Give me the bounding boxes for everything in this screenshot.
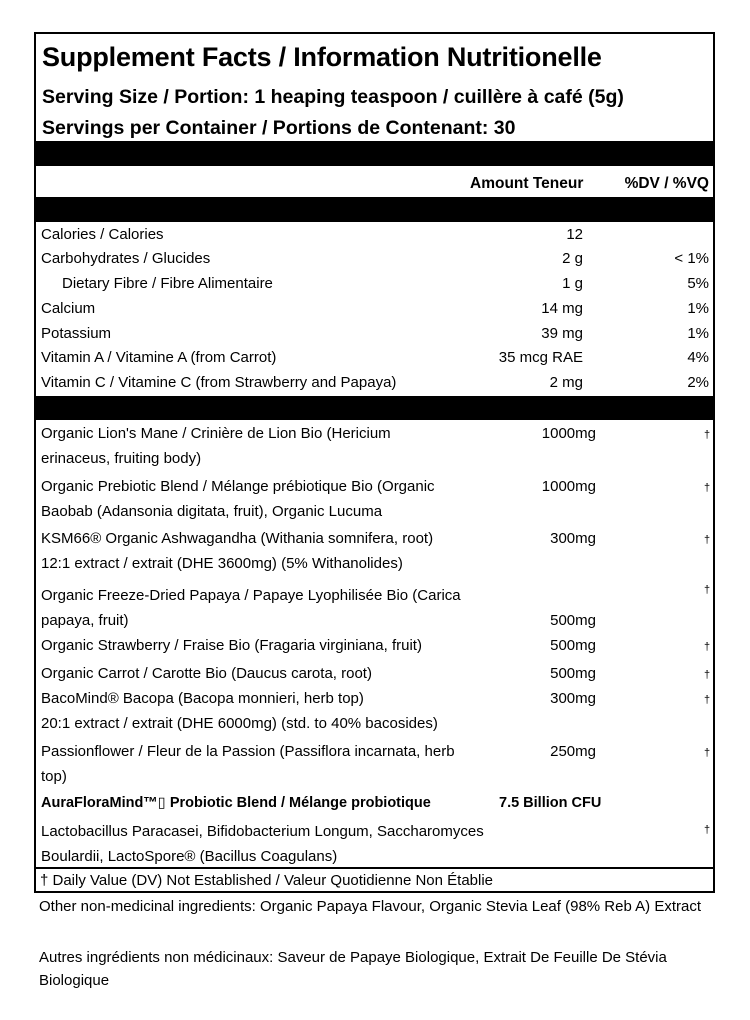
nutrient-dv: 2% (687, 374, 709, 391)
nutrient-dv: 4% (687, 349, 709, 366)
ingredient-amount: 500mg (550, 665, 596, 682)
ingredient-amount: 500mg (550, 612, 596, 629)
dagger-mark: † (704, 824, 711, 836)
ingredient-name: Passionflower / Fleur de la Passion (Passiflora incarnata, herb top) (41, 743, 455, 785)
dagger-mark: † (704, 669, 711, 681)
dagger-mark: † (704, 641, 711, 653)
nutrient-name: Potassium (41, 325, 112, 342)
panel-title: Supplement Facts / Information Nutritionelle (42, 42, 602, 72)
serving-size: Serving Size / Portion: 1 heaping teaspoon / cuillère à café (5g) (42, 86, 624, 108)
thick-divider-3 (36, 396, 713, 420)
nutrient-dv: 1% (687, 300, 709, 317)
nutrient-name: Calcium (41, 300, 96, 317)
dagger-mark: † (704, 747, 711, 759)
dagger-mark: † (704, 534, 711, 546)
other-ingredients-english: Other non-medicinal ingredients: Organic Papaya Flavour, Organic Stevia Leaf (98% Reb A) Extract (39, 898, 701, 915)
thick-divider-2 (36, 198, 713, 222)
nutrient-name: Vitamin C / Vitamine C (from Strawberry and Papaya) (41, 374, 397, 391)
nutrient-amount: 1 g (562, 275, 583, 292)
dagger-mark: † (704, 429, 711, 441)
nutrient-dv: 5% (687, 275, 709, 292)
nutrient-amount: 39 mg (541, 325, 583, 342)
dv-footnote: † Daily Value (DV) Not Established / Valeur Quotidienne Non Établie (40, 872, 494, 889)
ingredient-amount: 1000mg (541, 425, 596, 442)
dagger-mark: † (704, 584, 711, 596)
nutrient-name: Carbohydrates / Glucides (41, 250, 211, 267)
ingredient-name: BacoMind® Bacopa (Bacopa monnieri, herb top) 20:1 extract / extrait (DHE 6000mg) (std. to 40% bacosides) (41, 690, 438, 732)
nutrient-name: Calories / Calories (41, 226, 164, 243)
ingredient-name: Organic Carrot / Carotte Bio (Daucus carota, root) (41, 665, 372, 682)
ingredient-amount: 250mg (550, 743, 596, 760)
ingredient-name: Organic Strawberry / Fraise Bio (Fragaria virginiana, fruit) (41, 637, 422, 654)
dagger-mark: † (704, 482, 711, 494)
ingredient-amount: 1000mg (541, 478, 596, 495)
probiotic-blend-name: AuraFloraMind™▯ Probiotic Blend / Mélange probiotique (41, 795, 431, 811)
supplement-facts-panel (34, 32, 715, 893)
ingredient-name: Organic Lion's Mane / Crinière de Lion Bio (Hericium erinaceus, fruiting body) (41, 425, 391, 467)
amount-column-header: Amount Teneur (470, 175, 584, 192)
ingredient-amount: 500mg (550, 637, 596, 654)
nutrient-amount: 2 mg (549, 374, 583, 391)
thick-divider-1 (36, 141, 713, 166)
servings-per-container: Servings per Container / Portions de Contenant: 30 (42, 117, 516, 139)
nutrient-name: Vitamin A / Vitamine A (from Carrot) (41, 349, 277, 366)
dv-column-header: %DV / %VQ (624, 175, 709, 192)
ingredient-amount: 300mg (550, 690, 596, 707)
nutrient-amount: 35 mcg RAE (498, 349, 583, 366)
other-ingredients-french: Autres ingrédients non médicinaux: Saveur de Papaye Biologique, Extrait De Feuille De Stévia Biologique (39, 949, 667, 989)
ingredient-name: Organic Prebiotic Blend / Mélange prébiotique Bio (Organic Baobab (Adansonia digitata, fruit), Organic Lucuma (41, 478, 435, 520)
nutrient-dv: < 1% (674, 250, 709, 267)
nutrient-amount: 14 mg (541, 300, 583, 317)
dagger-mark: † (704, 694, 711, 706)
probiotic-strains: Lactobacillus Paracasei, Bifidobacterium Longum, Saccharomyces Boulardii, LactoSpore® (Bacillus Coagulans) (41, 823, 484, 865)
probiotic-blend-amount: 7.5 Billion CFU (499, 795, 602, 811)
nutrient-amount: 12 (566, 226, 583, 243)
nutrient-name: Dietary Fibre / Fibre Alimentaire (62, 275, 273, 292)
nutrient-amount: 2 g (562, 250, 583, 267)
ingredient-name: Organic Freeze-Dried Papaya / Papaye Lyophilisée Bio (Carica papaya, fruit) (41, 587, 461, 629)
nutrient-dv: 1% (687, 325, 709, 342)
ingredient-name: KSM66® Organic Ashwagandha (Withania somnifera, root) 12:1 extract / extrait (DHE 3600mg) (5% Withanolides) (41, 530, 434, 572)
ingredient-amount: 300mg (550, 530, 596, 547)
